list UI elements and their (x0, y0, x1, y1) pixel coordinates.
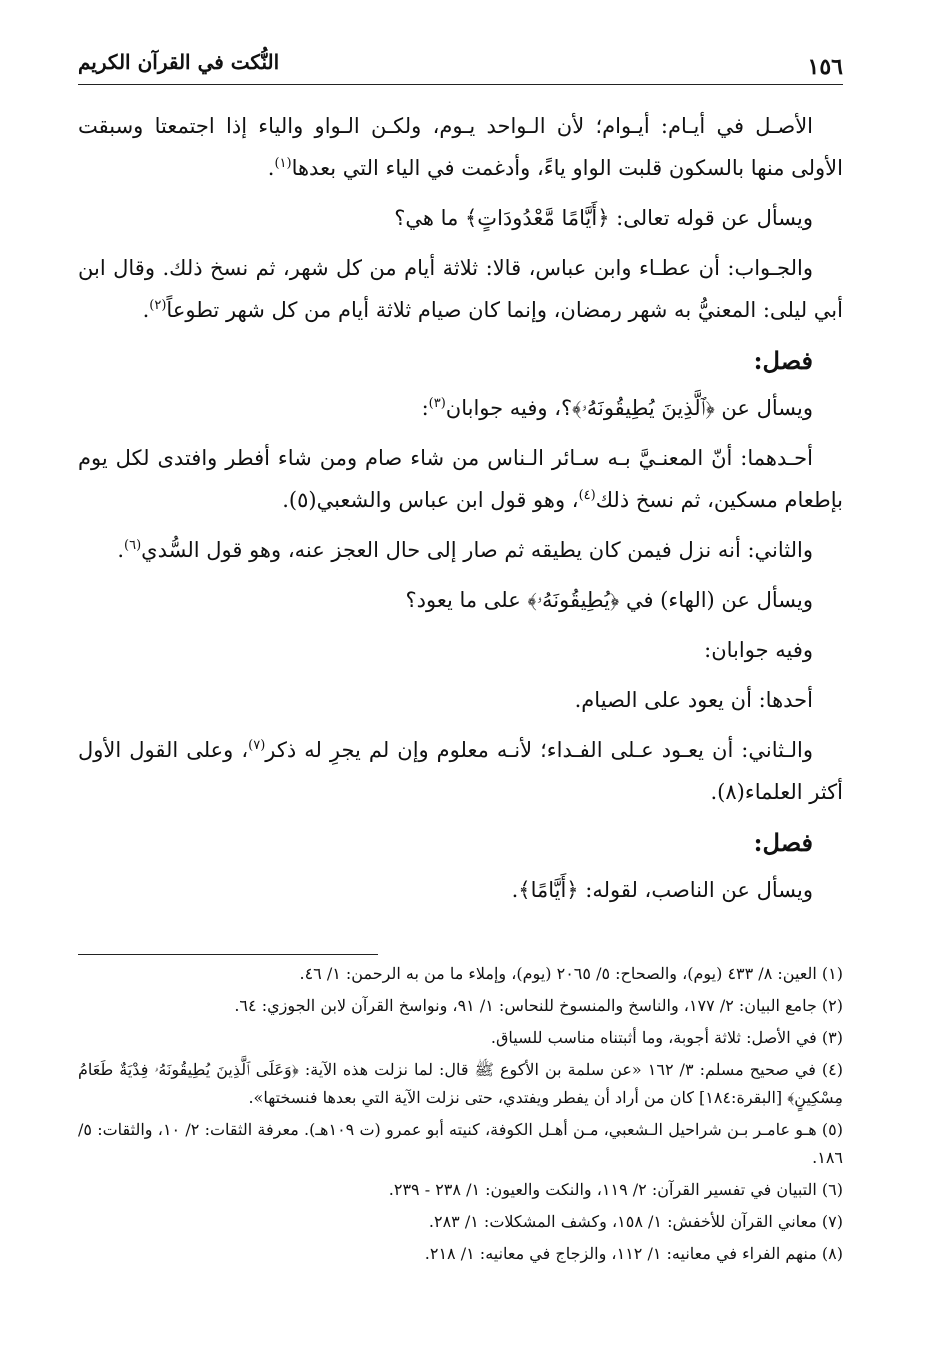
paragraph (78, 437, 843, 521)
footnote-separator (78, 954, 378, 955)
paragraph (78, 869, 843, 911)
paragraph (78, 105, 843, 189)
footnote: (٢) جامع البيان: ٢/ ١٧٧، والناسخ والمنسوخ للنحاس: ١/ ٩١، ونواسخ القرآن لابن الجوزي: ٦٤. (234, 996, 843, 1015)
paragraph-text-tail: . (117, 538, 125, 562)
paragraph-text-tail: ، وهو قول ابن عباس والشعبي(٥). (282, 488, 579, 512)
footnote-reference[interactable]: (١) (274, 156, 292, 171)
paragraph-text: أحـدهما: أنّ المعنـيَّ بـه سـائر الـناس من شاء صام ومن شاء أفطر وافتدى لكل يوم بإطعام مسكين، ثم نسخ ذلك (78, 446, 843, 512)
paragraph-text-tail: . (267, 156, 275, 180)
footnote-reference[interactable]: (٧) (248, 738, 266, 753)
footnote: (٥) هـو عامـر بـن شراحيل الـشعبي، مـن أهـل الكوفة، كنيته أبو عمرو (ت ١٠٩هـ). معرفة الثقات: ٢/ ١٠، والثقات: ٥/ ١٨٦. (78, 1120, 844, 1167)
footnote-reference[interactable]: (٣) (428, 396, 446, 411)
paragraph-text-tail: ، وعلى القول الأول أكثر العلماء(٨). (78, 738, 843, 804)
paragraph (78, 529, 843, 571)
paragraph (78, 387, 843, 429)
footnote: (٧) معاني القرآن للأخفش: ١/ ١٥٨، وكشف المشكلات: ١/ ٢٨٣. (428, 1212, 843, 1231)
section-heading: فصل: (753, 828, 813, 857)
main-text (78, 105, 843, 911)
footnote-reference[interactable]: (٢) (149, 298, 167, 313)
footnote: (٦) التبيان في تفسير القرآن: ٢/ ١١٩، والنكت والعيون: ١/ ٢٣٨ - ٢٣٩. (388, 1180, 843, 1199)
footnote: (٤) في صحيح مسلم: ٣/ ١٦٢ «عن سلمة بن الأكوع ﷺ قال: لما نزلت هذه الآية: ﴿وَعَلَى ٱلَّذِينَ يُطِيقُونَهُۥ فِدْيَةٌ طَعَامُ مِسْكِينٍ﴾ [البقرة:١٨٤] كان من أراد أن يفطر ويفتدي، حتى نزلت الآية التي بعدها فنسختها». (78, 1060, 843, 1107)
paragraph-text: ويسأل عن ﴿ٱلَّذِينَ يُطِيقُونَهُۥ﴾؟، وفيه جوابان (445, 396, 813, 420)
paragraph-text: وفيه جوابان: (704, 638, 813, 662)
section-heading: فصل: (753, 346, 813, 375)
footnote: (٨) منهم الفراء في معانيه: ١/ ١١٢، والزجاج في معانيه: ١/ ٢١٨. (424, 1244, 843, 1263)
paragraph-text-tail: . (142, 298, 150, 322)
paragraph-text: والـثاني: أن يعـود عـلى الفـداء؛ لأنـه معلوم وإن لم يجرِ له ذكر (265, 738, 813, 762)
book-page (78, 40, 843, 1330)
page-number: ١٥٦ (807, 54, 843, 80)
paragraph (78, 579, 843, 621)
paragraph (78, 679, 843, 721)
paragraph (78, 247, 843, 331)
paragraph-text: والثاني: أنه نزل فيمن كان يطيقه ثم صار إلى حال العجز عنه، وهو قول السُّدي (141, 538, 813, 562)
paragraph-text: الأصـل في أيـام: أيـوام؛ لأن الـواحد يـوم، ولكـن الـواو والياء إذا اجتمعتا وسبقت الأولى منها بالسكون قلبت الواو ياءً، وأدغمت في الياء التي بعدها (78, 114, 843, 180)
paragraph (78, 629, 843, 671)
paragraph (78, 729, 843, 813)
footnotes (78, 960, 843, 1272)
paragraph (78, 197, 843, 239)
footnote: (٣) في الأصل: ثلاثة أجوبة، وما أثبتناه مناسب للسياق. (490, 1028, 843, 1047)
paragraph-text: ويسأل عن الناصب، لقوله: ﴿أَيَّامًا﴾. (511, 878, 813, 902)
paragraph-text: ويسأل عن قوله تعالى: ﴿أَيَّامًا مَّعْدُودَاتٍ﴾ ما هي؟ (394, 206, 813, 230)
footnote-reference[interactable]: (٦) (124, 538, 142, 553)
footnote-reference[interactable]: (٤) (578, 488, 596, 503)
page-header (78, 40, 843, 85)
paragraph-text: أحدها: أن يعود على الصيام. (574, 688, 813, 712)
footnote: (١) العين: ٨/ ٤٣٣ (يوم)، والصحاح: ٥/ ٢٠٦٥ (يوم)، وإملاء ما من به الرحمن: ١/ ٤٦. (299, 964, 843, 983)
paragraph-text-tail: : (421, 396, 429, 420)
running-title: النُّكت في القرآن الكريم (78, 50, 280, 74)
paragraph-text: ويسأل عن (الهاء) في ﴿يُطِيقُونَهُۥ﴾ على ما يعود؟ (405, 588, 813, 612)
paragraph-text: والجـواب: أن عطـاء وابن عباس، قالا: ثلاثة أيام من كل شهر، ثم نسخ ذلك. وقال ابن أبي ليلى: المعنيُّ به شهر رمضان، وإنما كان صيام ثلاثة أيام من كل شهر تطوعاً (78, 256, 843, 322)
